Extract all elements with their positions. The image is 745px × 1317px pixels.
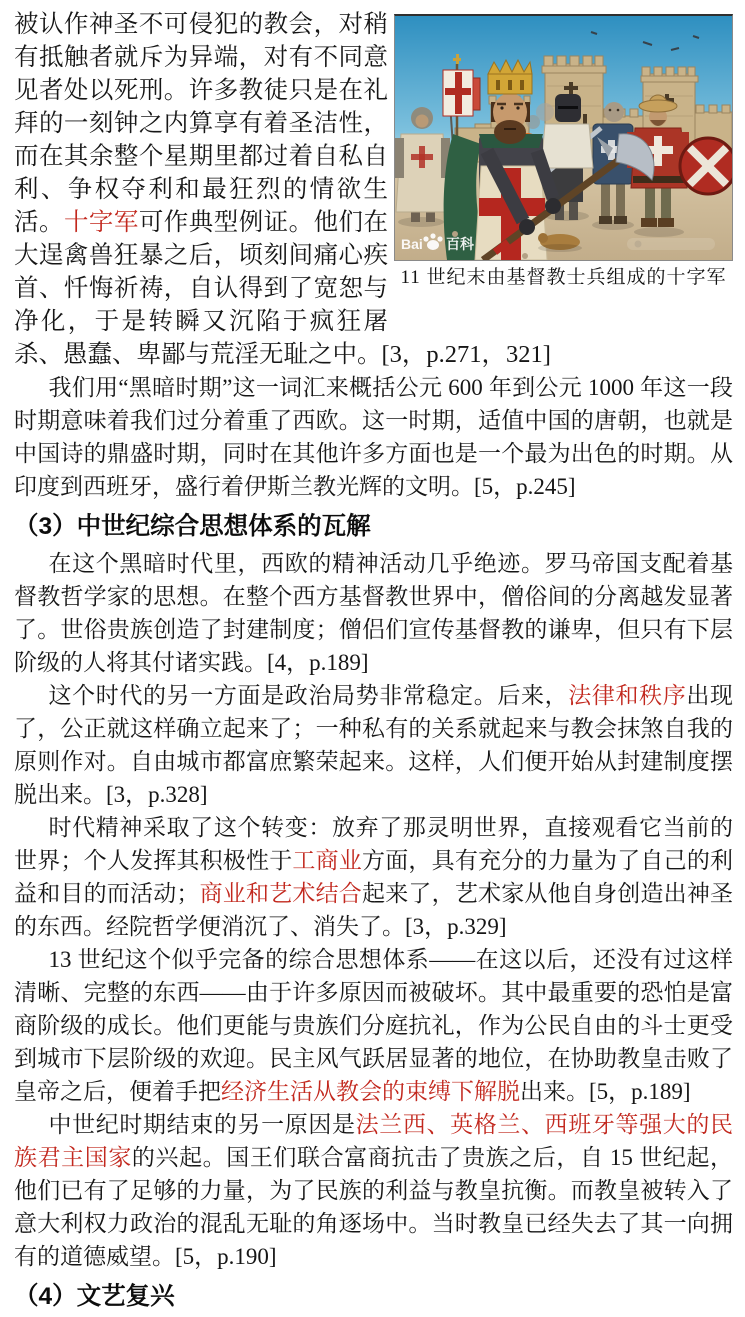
text-link[interactable]: 法兰西、英格兰、西班牙等强大的民族君主国家	[14, 1112, 733, 1170]
paragraph	[14, 547, 733, 679]
watermark-text-bai: Bai	[401, 236, 423, 252]
text-run: 13 世纪这个似乎完备的综合思想体系——在这以后，还没有过这样清晰、完整的东西——由于许多原因而被破坏。其中最重要的恐怕是富商阶级的成长。他们更能与贵族们分庭抗礼，作为公民自由的斗士更受到城市下层阶级的欢迎。民主风气跃居显著的地位，在协助教皇击败了皇帝之后，便着手把	[14, 947, 733, 1104]
text-run: 我们用“黑暗时期”这一词汇来概括公元 600 年到公元 1000 年这一段时期意味着我们过分着重了西欧。这一时期，适值中国的唐朝，也就是中国诗的鼎盛时期，同时在其他许多方面也是一个最为出色的时期。从印度到西班牙，盛行着伊斯兰教光辉的文明。[5，p.245]	[14, 375, 733, 499]
text-run: 的兴起。国王们联合富商抗击了贵族之后，自 15 世纪起，他们已有了足够的力量，为了民族的利益与教皇抗衡。而教皇被转入了意大利权力政治的混乱无耻的角逐场中。当时教皇已经失去了其一向拥有的道德威望。[5，p.190]	[14, 1145, 734, 1269]
text-run: 被认作神圣不可侵犯的教会，对稍有抵触者就斥为异端，对有不同意见者处以死刑。许多教徒只是在礼拜的一刻钟之内算享有着圣洁性，而在其余整个星期里都过着自私自利、争权夺利和最狂烈的情欲生活。	[14, 11, 388, 236]
section-heading	[14, 1276, 733, 1317]
text-run: 在这个黑暗时代里，西欧的精神活动几乎绝迹。罗马帝国支配着基督教哲学家的思想。在整个西方基督教世界中，僧俗间的分离越发显著了。世俗贵族创造了封建制度；僧侣们宣传基督教的谦卑，但只有下层阶级的人将其付诸实践。[4，p.189]	[14, 551, 733, 675]
ghost-watermark	[627, 238, 715, 250]
crusaders-image[interactable]	[394, 14, 733, 261]
text-link[interactable]: 法律和秩序	[568, 683, 687, 708]
text-link[interactable]: 商业和艺术结合	[199, 881, 363, 906]
text-run: 时代精神采取了这个转变：放弃了那灵明世界，直接观看它当前的世界；个人发挥其积极性于	[14, 815, 733, 873]
crusaders-illustration	[395, 16, 732, 260]
text-run: 出现了，公正就这样确立起来了；一种私有的关系就起来与教会抹煞自我的原则作对。自由城市都富庶繁荣起来。这样，人们便开始从封建制度摆脱出来。[3，p.328]	[14, 683, 733, 807]
round-shield	[680, 138, 732, 194]
figure-caption: 11 世纪末由基督教士兵组成的十字军	[400, 267, 727, 288]
text-link[interactable]: 工商业	[292, 848, 363, 873]
text-link[interactable]: 十字军	[63, 209, 139, 236]
text-run: 起来了，艺术家从他自身创造出神圣的东西。经院哲学便消沉了、消失了。[3，p.329]	[14, 881, 734, 939]
text-run: 中世纪时期结束的另一原因是	[48, 1112, 356, 1137]
paragraph	[14, 811, 733, 943]
text-run: 这个时代的另一方面是政治局势非常稳定。后来，	[48, 683, 569, 708]
paragraph-intro	[14, 8, 733, 371]
paragraph	[14, 371, 733, 503]
text-run: （4）文艺复兴	[14, 1283, 175, 1310]
text-run: （3）中世纪综合思想体系的瓦解	[14, 513, 371, 540]
text-link[interactable]: 经济生活从教会的束缚下解脱	[221, 1079, 520, 1104]
section-heading	[14, 506, 733, 547]
paragraph	[14, 679, 733, 811]
text-run: 方面，具有充分的力量为了自己的利益和目的而活动；	[14, 848, 734, 906]
paragraph	[14, 1108, 733, 1273]
article-body	[14, 371, 733, 1317]
text-run: 出来。[5，p.189]	[520, 1079, 691, 1104]
text-run: 可作典型例证。他们在大逞禽兽狂暴之后，顷刻间痛心疾首、忏悔祈祷，自认得到了宽恕与净化，于是转瞬又沉陷于疯狂屠杀、愚蠢、卑鄙与荒淫无耻之中。[3，p.271，321]	[14, 209, 551, 368]
paragraph	[14, 943, 733, 1108]
watermark-text-baike: 百科	[446, 236, 474, 252]
figure-crusaders	[394, 14, 733, 291]
